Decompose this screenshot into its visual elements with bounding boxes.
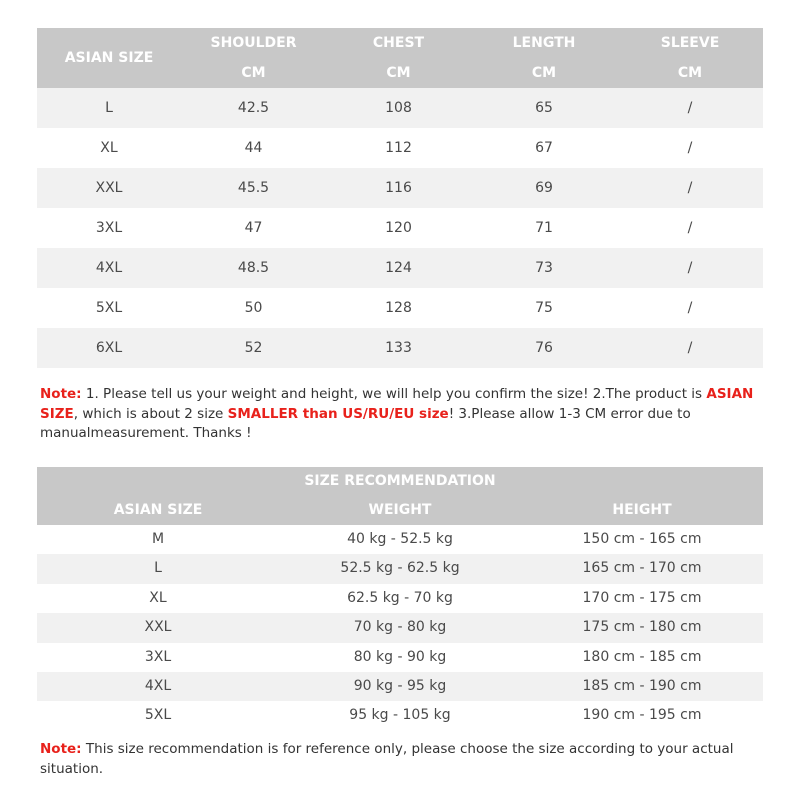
header-asian-size: ASIAN SIZE <box>113 502 203 518</box>
note-text-part1: 1. Please tell us your weight and height, we will help you confirm the size! 2.The product is <box>81 386 707 402</box>
table-row <box>37 128 763 168</box>
cell-shoulder: 45.5 <box>237 180 270 196</box>
cell-length: 69 <box>535 180 553 196</box>
note-text-part2: , which is about 2 size <box>73 405 228 422</box>
cell-weight: 52.5 kg - 62.5 kg <box>340 560 460 577</box>
cell-sleeve: / <box>687 220 693 236</box>
cell-size: 5XL <box>144 707 172 724</box>
cell-chest: 108 <box>385 100 412 116</box>
cell-sleeve: / <box>687 340 693 356</box>
cell-size: 4XL <box>144 677 172 694</box>
cell-size: 4XL <box>95 260 123 276</box>
cell-sleeve: / <box>687 140 693 156</box>
header-height: HEIGHT <box>612 502 672 518</box>
cell-weight: 90 kg - 95 kg <box>353 677 447 694</box>
cell-height: 150 cm - 165 cm <box>582 531 702 547</box>
header-chest: CHEST CM <box>372 35 425 81</box>
cell-height: 165 cm - 170 cm <box>582 560 702 577</box>
cell-size: 3XL <box>95 220 123 236</box>
table-row <box>37 525 763 554</box>
cell-sleeve: / <box>687 260 693 276</box>
cell-height: 185 cm - 190 cm <box>582 677 702 694</box>
cell-shoulder: 47 <box>244 220 263 236</box>
note-asian-size: ASIAN SIZE <box>40 386 754 422</box>
note-label: Note: <box>40 741 82 757</box>
cell-chest: 112 <box>385 140 412 156</box>
cell-sleeve: / <box>687 100 693 116</box>
cell-height: 170 cm - 175 cm <box>582 589 702 606</box>
table-row <box>37 88 763 128</box>
note-text-part3: ! 3.Please allow 1-3 CM error due to manualmeasurement. Thanks ! <box>40 405 691 441</box>
cell-height: 180 cm - 185 cm <box>582 648 702 665</box>
table-row <box>37 248 763 288</box>
size-note <box>40 385 765 444</box>
cell-weight: 70 kg - 80 kg <box>353 619 447 636</box>
cell-length: 76 <box>535 340 553 356</box>
table-row <box>37 701 763 730</box>
cell-size: XL <box>149 589 167 606</box>
cell-chest: 128 <box>385 300 412 316</box>
cell-size: 3XL <box>144 648 172 665</box>
cell-size: L <box>105 100 113 116</box>
cell-sleeve: / <box>687 300 693 316</box>
recommendation-note <box>40 740 765 779</box>
cell-chest: 116 <box>385 180 412 196</box>
cell-chest: 124 <box>385 260 412 276</box>
table-row <box>37 328 763 368</box>
cell-size: M <box>151 531 165 547</box>
cell-length: 67 <box>535 140 553 156</box>
recommendation-title: SIZE RECOMMENDATION <box>37 467 763 496</box>
cell-height: 190 cm - 195 cm <box>582 707 702 724</box>
cell-size: L <box>154 560 162 577</box>
size-chart-header <box>37 28 763 88</box>
table-row <box>37 613 763 642</box>
table-row <box>37 168 763 208</box>
note-smaller-warning: SMALLER than US/RU/EU size <box>227 405 449 422</box>
cell-size: XL <box>100 140 118 156</box>
table-row <box>37 208 763 248</box>
cell-chest: 133 <box>385 340 412 356</box>
cell-weight: 40 kg - 52.5 kg <box>347 531 453 547</box>
cell-weight: 95 kg - 105 kg <box>349 707 451 724</box>
header-shoulder: SHOULDER CM <box>210 35 297 81</box>
cell-shoulder: 50 <box>244 300 263 316</box>
cell-length: 73 <box>535 260 553 276</box>
cell-length: 65 <box>535 100 553 116</box>
table-row <box>37 288 763 328</box>
cell-shoulder: 44 <box>244 140 263 156</box>
cell-shoulder: 52 <box>244 340 263 356</box>
note-text: This size recommendation is for reference only, please choose the size according to your actual situation. <box>40 741 734 777</box>
size-chart-table <box>37 28 763 368</box>
table-row <box>37 643 763 672</box>
table-row <box>37 554 763 583</box>
cell-size: 5XL <box>95 300 123 316</box>
cell-shoulder: 48.5 <box>237 260 270 276</box>
size-recommendation-table <box>37 467 763 731</box>
cell-chest: 120 <box>385 220 412 236</box>
cell-sleeve: / <box>687 180 693 196</box>
header-weight: WEIGHT <box>368 502 432 518</box>
cell-size: 6XL <box>95 340 123 356</box>
cell-length: 75 <box>535 300 553 316</box>
header-length: LENGTH CM <box>512 35 576 81</box>
cell-size: XXL <box>95 180 123 196</box>
table-row <box>37 672 763 701</box>
note-label: Note: <box>40 386 82 402</box>
cell-height: 175 cm - 180 cm <box>582 619 702 636</box>
table-row <box>37 584 763 613</box>
cell-size: XXL <box>144 619 172 636</box>
header-sleeve: SLEEVE CM <box>660 35 720 81</box>
cell-weight: 62.5 kg - 70 kg <box>347 589 453 606</box>
cell-weight: 80 kg - 90 kg <box>353 648 447 665</box>
cell-length: 71 <box>535 220 553 236</box>
header-asian-size: ASIAN SIZE <box>64 50 154 66</box>
cell-shoulder: 42.5 <box>237 100 270 116</box>
recommendation-header <box>37 496 763 525</box>
